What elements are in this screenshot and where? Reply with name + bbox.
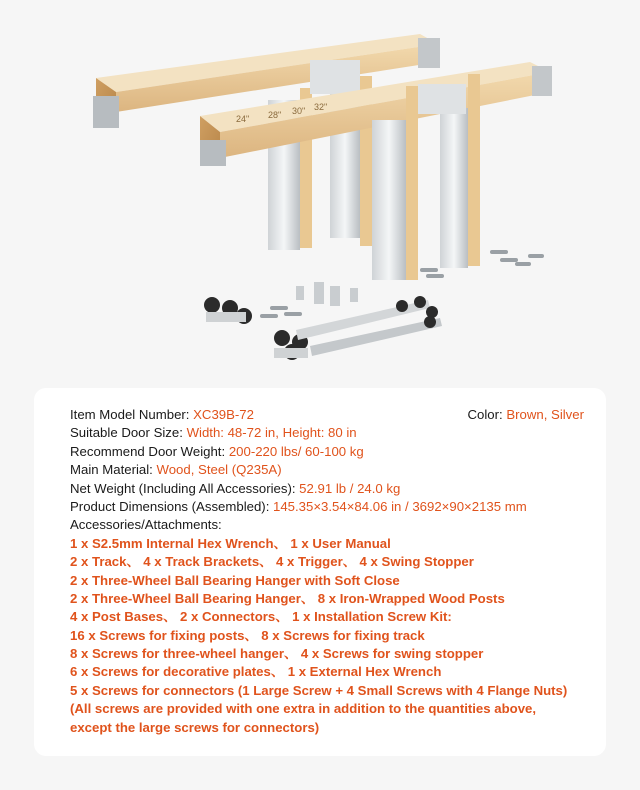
track-brackets [296, 282, 358, 306]
product-illustration [0, 0, 640, 385]
spec-net-weight: Net Weight (Including All Accessories): 52.91 lb / 24.0 kg [70, 480, 401, 496]
spec-color: Color: Brown, Silver [467, 407, 584, 422]
spec-door-size: Suitable Door Size: Width: 48-72 in, Height: 80 in [70, 425, 357, 441]
spec-dimensions: Product Dimensions (Assembled): 145.35×3.54×84.06 in / 3692×90×2135 mm [70, 498, 527, 514]
accessory-item: 4 x Post Bases、 2 x Connectors、 1 x Installation Screw Kit: [70, 609, 452, 625]
spec-door-weight: Recommend Door Weight: 200-220 lbs/ 60-100 kg [70, 443, 364, 459]
accessory-item: 1 x S2.5mm Internal Hex Wrench、 1 x User Manual [70, 535, 391, 551]
spec-material: Main Material: Wood, Steel (Q235A) [70, 462, 282, 478]
accessory-item: except the large screws for connectors) [70, 719, 320, 735]
accessory-item: 6 x Screws for decorative plates、 1 x External Hex Wrench [70, 664, 442, 680]
spec-card [34, 388, 606, 756]
svg-text:32": 32" [314, 102, 328, 112]
accessory-item: 16 x Screws for fixing posts、 8 x Screws for fixing track [70, 627, 425, 643]
hanger-wheels [204, 297, 308, 360]
accessory-item: 5 x Screws for connectors (1 Large Screw + 4 Small Screws with 4 Flange Nuts) [70, 682, 568, 698]
accessory-item: 2 x Three-Wheel Ball Bearing Hanger、 8 x Iron-Wrapped Wood Posts [70, 590, 505, 606]
spec-accessories-heading: Accessories/Attachments: [70, 517, 222, 533]
tracks [296, 296, 442, 356]
accessory-item: 2 x Track、 4 x Track Brackets、 4 x Trigger、 4 x Swing Stopper [70, 554, 474, 570]
accessory-item: (All screws are provided with one extra in addition to the quantities above, [70, 701, 537, 717]
spec-model: Item Model Number: XC39B-72 [70, 407, 254, 422]
ruler-mark: 24" [236, 114, 250, 124]
bracket-plate [93, 96, 119, 128]
accessory-item: 8 x Screws for three-wheel hanger、 4 x Screws for swing stopper [70, 646, 484, 662]
spec-list [70, 406, 590, 737]
svg-text:30": 30" [292, 106, 306, 116]
accessory-item: 2 x Three-Wheel Ball Bearing Hanger with Soft Close [70, 572, 400, 588]
front-frame [200, 62, 552, 280]
svg-text:28": 28" [268, 110, 282, 120]
